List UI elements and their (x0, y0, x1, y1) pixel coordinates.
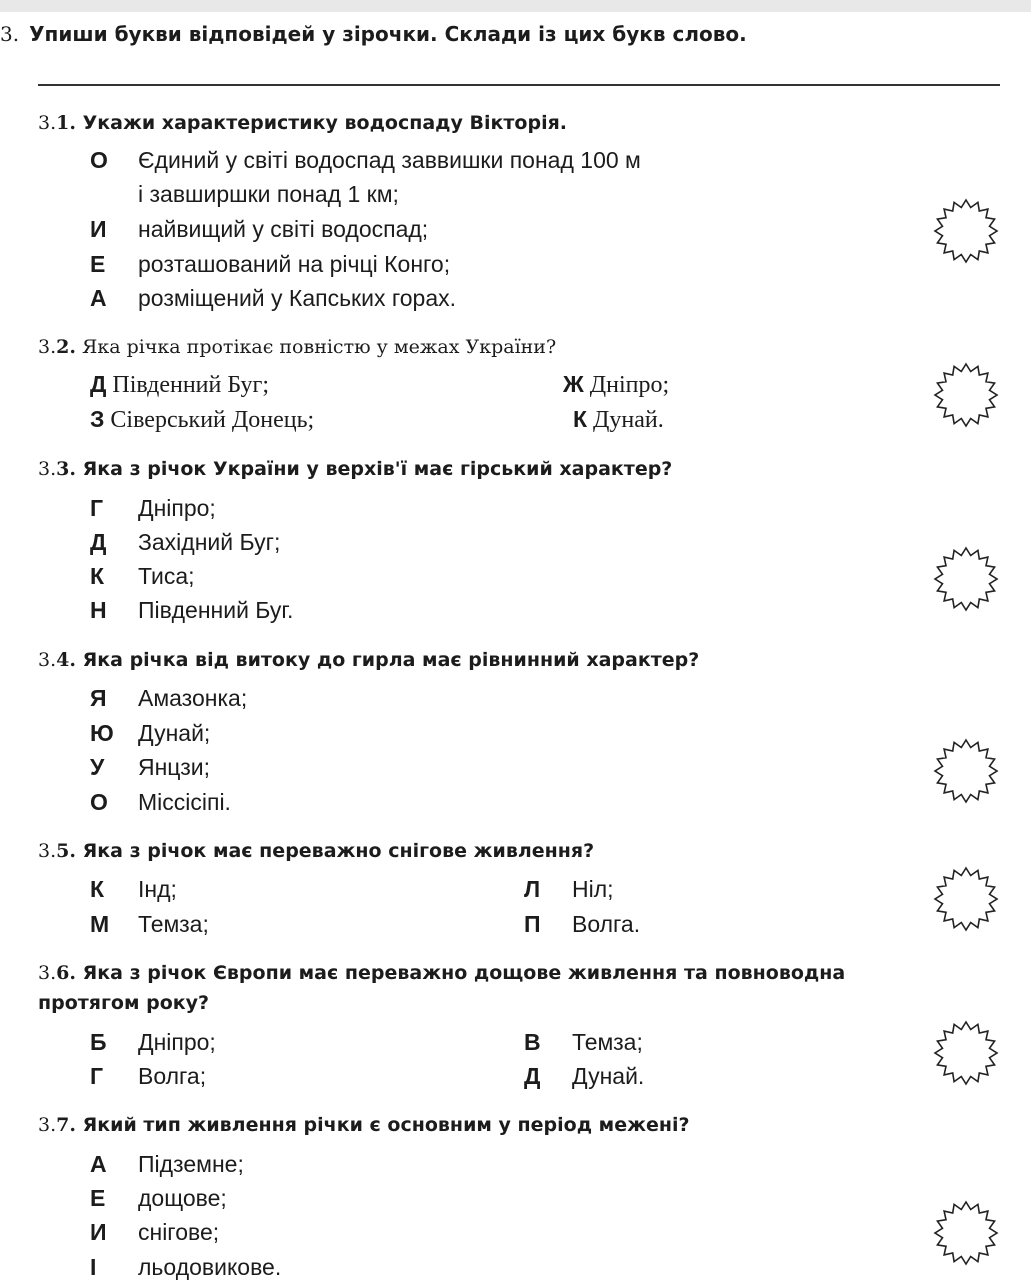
option-3-7-a[interactable]: А Підземне; (90, 1151, 244, 1177)
star-icon (935, 868, 997, 930)
question-text: Яка з річок Європи має переважно дощове живлення та повноводна протягом року? (38, 962, 846, 1014)
option-3-5-k[interactable]: К Інд; (90, 876, 177, 902)
star-icon (935, 1022, 997, 1084)
question-text: Укажи характеристику водоспаду Вікторія. (82, 112, 568, 134)
question-3-5: 3.5. Яка з річок має переважно снігове живлення? (38, 840, 595, 862)
option-3-2-d[interactable]: Д Південний Буг; (90, 371, 270, 398)
answer-star-3-4[interactable] (932, 737, 1000, 805)
question-text: Який тип живлення річки є основним у період межені? (82, 1114, 690, 1136)
option-3-1-e[interactable]: Е розташований на річці Конго; (90, 251, 451, 277)
answer-star-3-3[interactable] (932, 545, 1000, 613)
question-text: Яка річка від витоку до гирла має рівнинний характер? (82, 649, 700, 671)
star-icon (935, 200, 997, 262)
task-title (0, 22, 747, 46)
answer-star-3-7[interactable] (932, 1199, 1000, 1267)
task-title-text: Упиши букви відповідей у зірочки. Склади із цих букв слово. (29, 22, 747, 46)
star-icon (935, 364, 997, 426)
option-3-6-v[interactable]: В Темза; (524, 1029, 643, 1055)
option-3-5-p[interactable]: П Волга. (524, 911, 641, 937)
star-icon (935, 740, 997, 802)
option-3-1-a[interactable]: А розміщений у Капських горах. (90, 285, 457, 311)
answer-star-3-6[interactable] (932, 1019, 1000, 1087)
answer-star-3-1[interactable] (932, 197, 1000, 265)
answer-star-3-2[interactable] (932, 361, 1000, 429)
task-number: 3. (0, 22, 20, 46)
option-3-6-b[interactable]: Б Дніпро; (90, 1029, 216, 1055)
option-3-3-h[interactable]: Г Дніпро; (90, 495, 216, 521)
option-3-4-u[interactable]: У Янцзи; (90, 754, 211, 780)
top-bar (0, 0, 1031, 12)
option-3-7-y[interactable]: И снігове; (90, 1219, 220, 1245)
answer-word-line[interactable] (38, 84, 1000, 86)
option-3-5-m[interactable]: М Темза; (90, 911, 209, 937)
question-3-2: 3.2. Яка річка протікає повністю у межах України? (38, 336, 557, 358)
question-text: Яка з річок України у верхів'ї має гірський характер? (82, 458, 673, 480)
option-3-1-i[interactable]: И найвищий у світі водоспад; (90, 216, 429, 242)
option-3-2-z[interactable]: З Сіверський Донець; (90, 406, 315, 433)
question-3-1: 3.1. Укажи характеристику водоспаду Вікторія. (38, 112, 568, 134)
option-3-7-i[interactable]: І льодовикове. (90, 1254, 282, 1280)
question-3-4: 3.4. Яка річка від витоку до гирла має рівнинний характер? (38, 649, 700, 671)
option-3-4-yu[interactable]: Ю Дунай; (90, 720, 211, 746)
option-3-1-o-cont: і завширшки понад 1 км; (138, 181, 399, 207)
option-3-1-o[interactable]: О Єдиний у світі водоспад заввишки понад 100 м (90, 147, 641, 173)
option-3-6-d[interactable]: Д Дунай. (524, 1063, 645, 1089)
star-icon (935, 548, 997, 610)
option-3-2-zh[interactable]: Ж Дніпро; (563, 371, 670, 398)
option-3-3-d[interactable]: Д Західний Буг; (90, 529, 281, 555)
option-3-6-h[interactable]: Г Волга; (90, 1063, 207, 1089)
option-3-4-ya[interactable]: Я Амазонка; (90, 685, 248, 711)
question-text: Яка з річок має переважно снігове живлення? (82, 840, 595, 862)
option-3-3-k[interactable]: К Тиса; (90, 563, 195, 589)
option-3-7-e[interactable]: Е дощове; (90, 1185, 227, 1211)
option-3-2-k[interactable]: К Дунай. (573, 406, 664, 433)
option-3-3-n[interactable]: Н Південний Буг. (90, 597, 294, 623)
answer-star-3-5[interactable] (932, 865, 1000, 933)
option-3-5-l[interactable]: Л Ніл; (524, 876, 614, 902)
question-text: Яка річка протікає повністю у межах України? (82, 336, 557, 358)
option-3-4-o[interactable]: О Міссісіпі. (90, 789, 231, 815)
question-3-6: 3.6. Яка з річок Європи має переважно дощове живлення та повноводна протягом року? (38, 962, 846, 1014)
question-3-3: 3.3. Яка з річок України у верхів'ї має гірський характер? (38, 458, 673, 480)
question-3-7: 3.7. Який тип живлення річки є основним у період межені? (38, 1114, 690, 1136)
star-icon (935, 1202, 997, 1264)
